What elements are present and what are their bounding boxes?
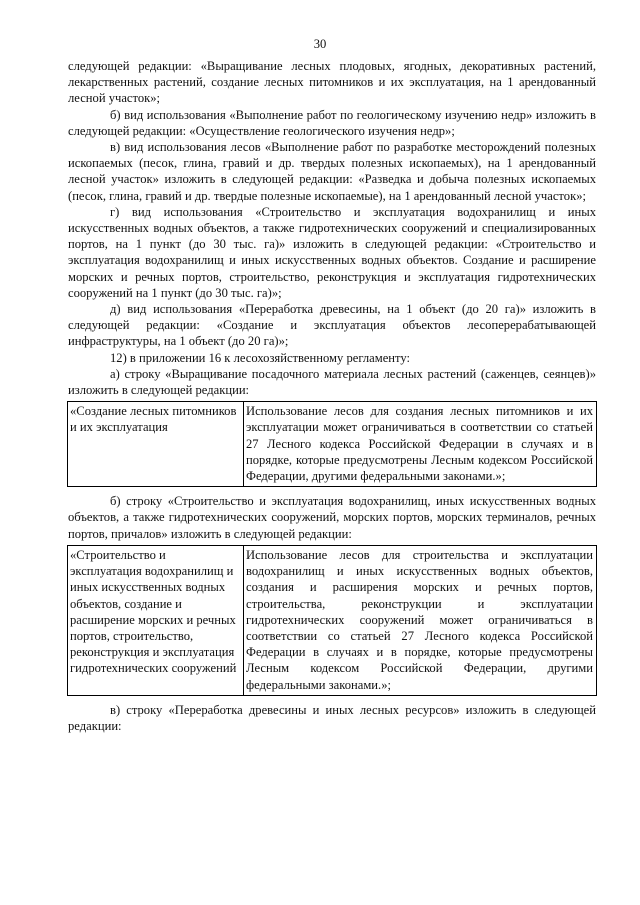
table-reservoirs xyxy=(67,545,597,696)
paragraph-item-d: д) вид использования «Переработка древесины, на 1 объект (до 20 га)» изложить в следующей редакции: «Создание и эксплуатация объектов лесоперерабатывающей инфраструктуры, на 1 объект (до 20 га)»; xyxy=(68,302,596,349)
paragraph-item-b: б) вид использования «Выполнение работ по геологическому изучению недр» изложить в следующей редакции: «Осуществление геологического изучения недр»; xyxy=(68,107,596,138)
paragraph-item-v: в) вид использования лесов «Выполнение работ по разработке месторождений полезных ископаемых (песок, глина, гравий и др. твердых полезных ископаемых), на 1 арендованный лесной участок» изложить в следующей редакции: «Разведка и добыча полезных ископаемых (песок, глина, гравий и др. твердые полезные ископаемые), на 1 арендованный лесной участок»; xyxy=(68,140,596,203)
paragraph-item-a: а) строку «Выращивание посадочного материала лесных растений (саженцев, сеянцев)» изложить в следующей редакции: xyxy=(68,366,596,398)
table-cell-restriction: Использование лесов для строительства и эксплуатации водохранилищ и иных искусственных водных объектов, создания и расширения морских и речных портов, строительства, реконструкции и эксплуатации гидротехнических сооружений может ограничиваться в соответствии со статьей 27 Лесного кодекса Российской Федерации в случаях и в порядке, которые предусмотрены Лесным кодексом Российской Федерации, другими федеральными законами.»; xyxy=(244,545,597,695)
table-nurseries xyxy=(67,401,597,487)
paragraph-item-v-string: в) строку «Переработка древесины и иных лесных ресурсов» изложить в следующей редакции: xyxy=(68,702,596,733)
paragraph-continuation: следующей редакции: «Выращивание лесных плодовых, ягодных, декоративных растений, лекарственных растений, создание лесных питомников и их эксплуатация, на 1 арендованный лесной участок»; xyxy=(68,59,596,106)
table-row xyxy=(68,402,597,487)
document-body xyxy=(68,58,596,734)
paragraph-item-b-string: б) строку «Строительство и эксплуатация водохранилищ, иных искусственных водных объектов, а также гидротехнических сооружений, морских портов, морских терминалов, речных портов, причалов» изложить в следующей редакции: xyxy=(68,494,596,541)
paragraph-item-g: г) вид использования «Строительство и эксплуатация водохранилищ и иных искусственных водных объектов, а также гидротехнических сооружений и специализированных портов, на 1 пункт (до 30 тыс. га)» изложить в следующей редакции: «Строительство и эксплуатация водохранилищ и иных искусственных водных объектов. Создание и расширение морских и речных портов, строительство, реконструкция и эксплуатация гидротехнических сооружений на 1 пункт (до 30 тыс. га)»; xyxy=(68,204,596,300)
table-cell-activity: «Строительство и эксплуатация водохранилищ и иных искусственных водных объектов, создание и расширение морских и речных портов, строительство, реконструкция и эксплуатация гидротехнических сооружений xyxy=(68,545,244,695)
table-cell-restriction: Использование лесов для создания лесных питомников и их эксплуатации может ограничиваться в соответствии со статьей 27 Лесного кодекса Российской Федерации в случаях и в порядке, которые предусмотрены Лесным кодексом Российской Федерации, другими федеральными законами.»; xyxy=(244,402,597,487)
table-cell-activity: «Создание лесных питомников и их эксплуатация xyxy=(68,402,244,487)
page-number: 30 xyxy=(313,37,327,51)
table-row xyxy=(68,545,597,695)
paragraph-item-12: 12) в приложении 16 к лесохозяйственному регламенту: xyxy=(110,350,411,365)
